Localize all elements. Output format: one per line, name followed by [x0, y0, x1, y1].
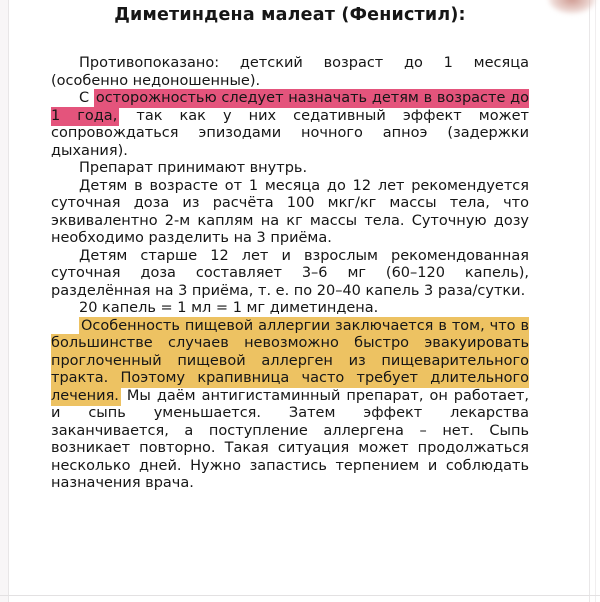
highlight-pink: осторожностью следует назначать детям в возрасте до 1 года,: [51, 90, 529, 124]
page-title: Диметиндена малеат (Фенистил):: [114, 5, 466, 25]
paragraph: [51, 248, 529, 301]
text-run: Детям старше 12 лет и взрослым рекомендованная суточная доза составляет 3–6 мг (60–120 капель), разделённая на 3 приёма, т. е. по 20–40 капель 3 раза/сутки.: [51, 247, 529, 299]
paragraph: [51, 90, 529, 160]
paragraph: [51, 318, 529, 493]
highlight-yellow: Особенность пищевой аллергии заключается в том, что в большинстве случаев невозможно быстро эвакуировать проглоченный пищевой аллерген из пищеварительного тракта. Поэтому крапивница часто требует длительного лечения.: [51, 317, 529, 404]
text-run: так как у них седативный эффект может сопровождаться эпизодами ночного апноэ (задержки дыхания).: [51, 107, 529, 159]
paragraph: [51, 160, 529, 178]
paragraph: [51, 300, 529, 318]
paragraph: [51, 55, 529, 90]
paragraph: [51, 178, 529, 248]
text-run: 20 капель = 1 мл = 1 мг диметиндена.: [79, 300, 379, 316]
text-run: С: [79, 90, 94, 106]
page-edge-right-outer: [595, 0, 596, 602]
text-run: Препарат принимают внутрь.: [79, 160, 308, 176]
page-edge-left: [0, 0, 9, 602]
document-body: [51, 55, 529, 493]
text-run: Детям в возрасте от 1 месяца до 12 лет рекомендуется суточная доза из расчёта 100 мкг/кг массы тела, что эквивалентно 2-м каплям на кг массы тела. Суточную дозу необходимо разделить на 3 приёма.: [51, 177, 529, 246]
page-edge-right: [589, 0, 590, 602]
page-bottom-divider: [0, 595, 600, 596]
text-run: Противопоказано: детский возраст до 1 месяца (особенно недоношенные).: [51, 55, 529, 89]
text-run: Мы даём антигистаминный препарат, он работает, и сыпь уменьшается. Затем эффект лекарства заканчивается, а поступление аллергена – нет. Сыпь возникает повторно. Такая ситуация может продолжаться несколько дней. Нужно запастись терпением и соблюдать назначения врача.: [51, 387, 529, 491]
